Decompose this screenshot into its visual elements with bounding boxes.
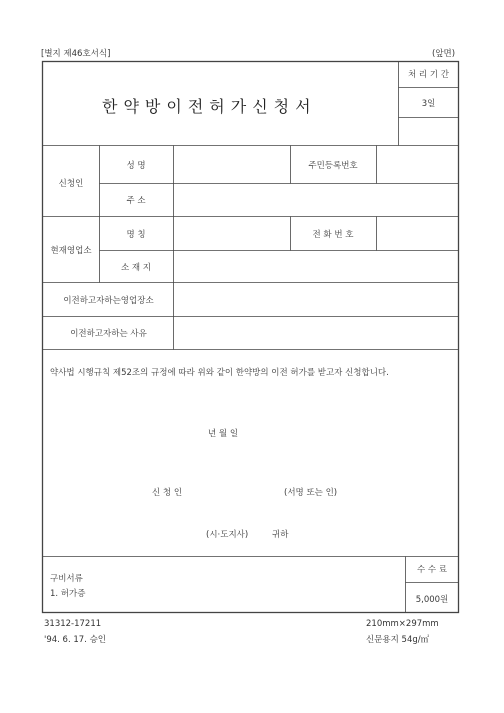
form-title: 한약방이전허가신청서 <box>102 97 317 116</box>
declaration-statement: 약사법 시행규칙 제52조의 규정에 따라 위와 같이 한약방의 이전 허가를 받고자 신청합니다. <box>50 368 389 378</box>
required-documents-label: 구비서류 <box>50 574 83 584</box>
form-number: [별지 제46호서식] <box>41 49 111 59</box>
processing-period-value: 3일 <box>421 99 436 109</box>
current-business-location-label: 소 재 지 <box>120 263 152 273</box>
current-business-group-label: 현재영업소 <box>50 246 92 256</box>
applicant-address-label: 주 소 <box>126 196 146 206</box>
current-business-phone-label: 전 화 번 호 <box>312 230 354 240</box>
approval-date: '94. 6. 17. 승인 <box>44 635 107 645</box>
date-line: 년 월 일 <box>208 429 239 439</box>
applicant-group-label: 신청인 <box>58 179 84 189</box>
fee-value: 5,000원 <box>415 595 449 605</box>
applicant-name-label: 성 명 <box>126 161 146 171</box>
new-location-label: 이전하고자하는영업장소 <box>63 296 154 306</box>
processing-period-label: 처 리 기 간 <box>408 70 449 80</box>
recipient: (시·도지사) <box>206 530 249 540</box>
paper-size: 210mm×297mm <box>366 619 439 629</box>
applicant-signature-label: 신 청 인 <box>152 488 183 498</box>
applicant-rrn-label: 주민등록번호 <box>308 161 358 171</box>
recipient-suffix: 귀하 <box>272 530 289 540</box>
paper-type: 신문용지 54g/㎡ <box>366 635 430 645</box>
reason-label: 이전하고자하는 사유 <box>70 329 147 339</box>
signature-note: (서명 또는 인) <box>284 488 338 498</box>
current-business-name-label: 명 칭 <box>126 230 146 240</box>
form-code: 31312-17211 <box>44 619 102 629</box>
required-document-item: 1. 허가증 <box>50 589 86 599</box>
page-side: (앞면) <box>432 49 456 59</box>
fee-label: 수 수 료 <box>416 565 448 575</box>
